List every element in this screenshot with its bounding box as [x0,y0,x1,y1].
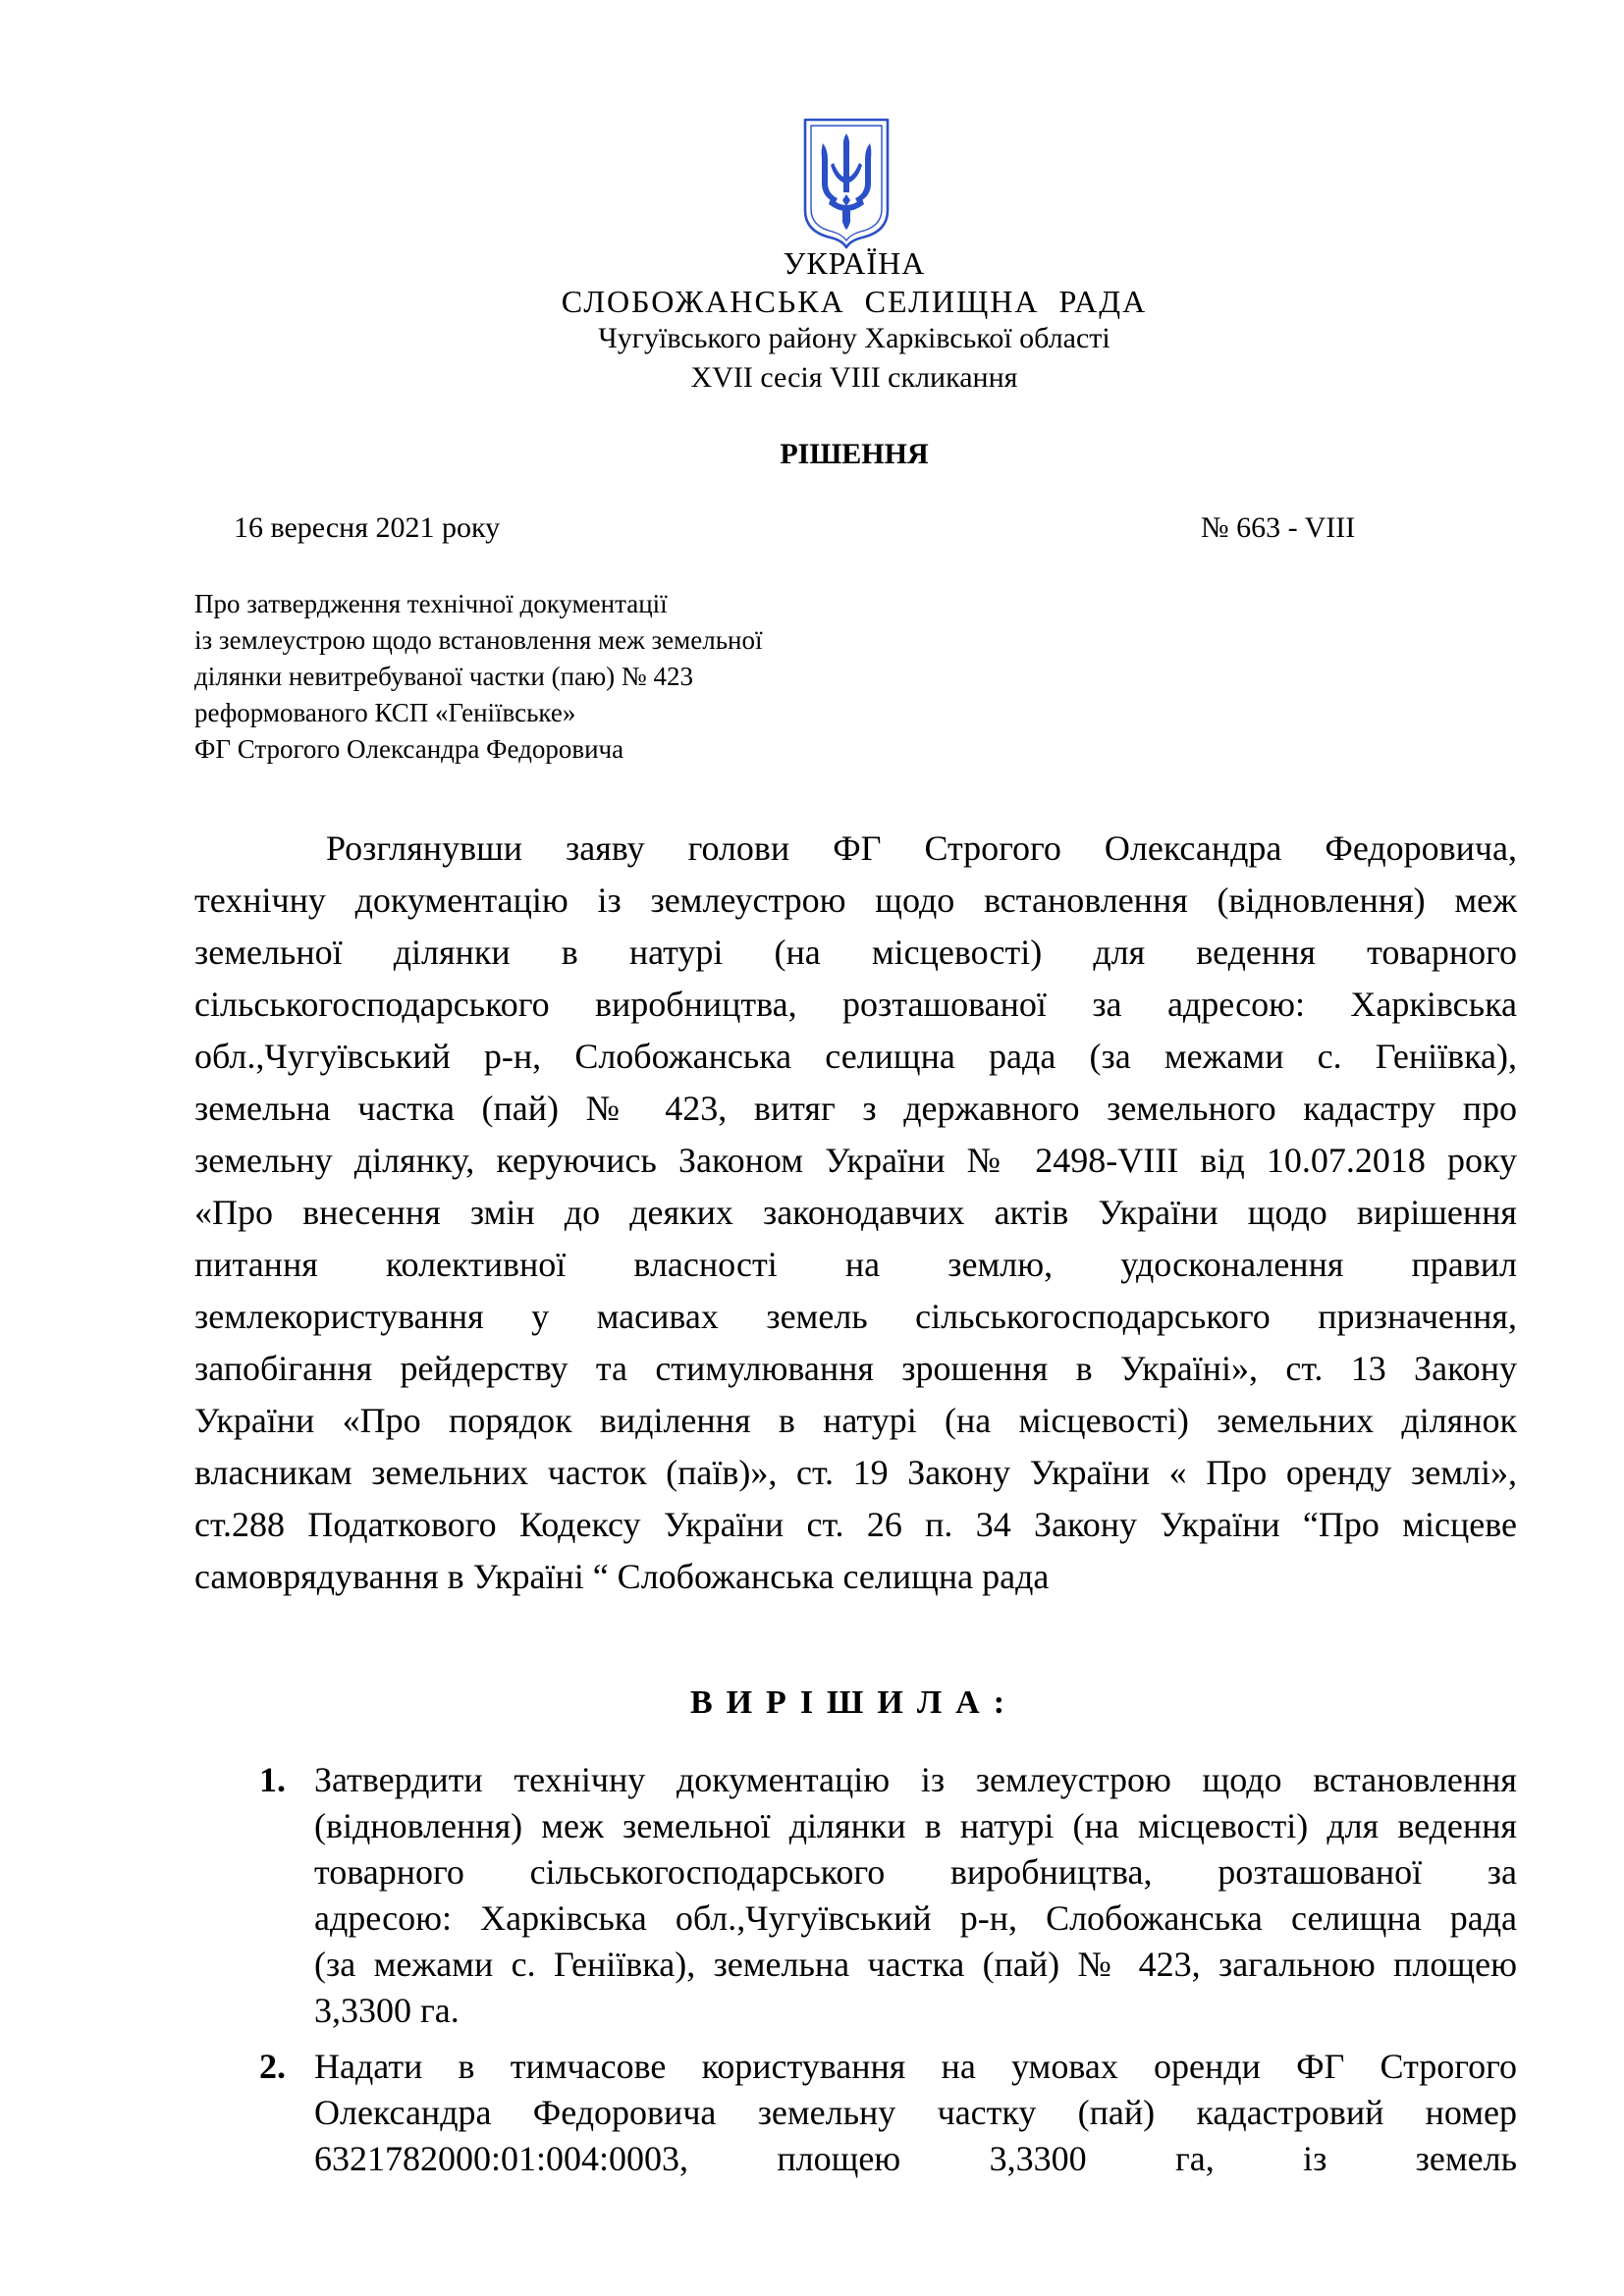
item-line: товарного сільськогосподарського виробництва, розташованої за [314,1852,1517,1892]
document-number: № 663 - VIII [1201,511,1356,544]
trident-coat-of-arms-icon [801,116,892,249]
resolved-heading: ВИРІШИЛА: [689,1684,1019,1721]
preamble-line: запобігання рейдерству та стимулювання зрошення в Україні», ст. 13 Закону [194,1349,1517,1388]
preamble-line: земельна частка (пай) № 423, витяг з державного земельного кадастру про [194,1089,1517,1128]
subject-line: реформованого КСП «Геніївське» [194,698,576,727]
country-name: УКРАЇНА [783,245,926,281]
decision-subject [194,586,762,768]
preamble-line: Розглянувши заяву голови ФГ Строгого Олександра Федоровича, [326,828,1517,868]
item-number: 2. [259,2047,286,2086]
subject-line: із землеустрою щодо встановлення меж земельної [194,625,763,655]
council-region: Чугуївського району Харківської області [598,322,1110,354]
preamble-line: технічну документацію із землеустрою щодо встановлення (відновлення) меж [194,881,1517,920]
item-line: 6321782000:01:004:0003, площею 3,3300 га, із земель [314,2139,1517,2178]
item-line: адресою: Харківська обл.,Чугуївський р-н, Слобожанська селищна рада [314,1898,1517,1938]
item-line: (відновлення) меж земельної ділянки в натурі (на місцевості) для ведення [314,1806,1517,1845]
item-line: (за межами с. Геніївка), земельна частка (пай) № 423, загальною площею [314,1945,1517,1984]
subject-line: Про затвердження технічної документації [194,589,668,618]
resolution-item [259,2044,1517,2182]
document-title: РІШЕННЯ [780,438,929,470]
preamble-line: ст.288 Податкового Кодексу України ст. 26 п. 34 Закону України “Про місцеве [194,1505,1517,1544]
subject-line: ділянки невитребуваної частки (паю) № 423 [194,662,693,691]
preamble-line: «Про внесення змін до деяких законодавчих актів України щодо вирішення [194,1193,1517,1232]
item-number: 1. [259,1760,286,1799]
preamble-line: власникам земельних часток (паїв)», ст. 19 Закону України « Про оренду землі», [194,1453,1517,1492]
preamble-line: питання колективної власності на землю, удосконалення правил [194,1245,1517,1284]
session-info: XVII сесія VIII скликання [690,361,1018,394]
resolution-list [259,1757,1517,2192]
preamble-line: земельну ділянку, керуючись Законом України № 2498-VIII від 10.07.2018 року [194,1141,1517,1180]
preamble-line: самоврядування в Україні “ Слобожанська селищна рада [194,1557,1050,1596]
item-line: 3,3300 га. [314,1991,460,2030]
council-name: СЛОБОЖАНСЬКА СЕЛИЩНА РАДА [561,284,1148,319]
item-line: Надати в тимчасове користування на умовах оренди ФГ Строгого [314,2047,1517,2086]
preamble-line: сільськогосподарського виробництва, розташованої за адресою: Харківська [194,985,1517,1024]
resolution-item [259,1757,1517,2034]
preamble-line: земельної ділянки в натурі (на місцевості) для ведення товарного [194,933,1517,972]
preamble-line: обл.,Чугуївський р-н, Слобожанська селищна рада (за межами с. Геніївка), [194,1037,1517,1076]
item-line: Затвердити технічну документацію із землеустрою щодо встановлення [314,1760,1517,1799]
subject-line: ФГ Строгого Олександра Федоровича [194,734,624,764]
preamble-line: України «Про порядок виділення в натурі (на місцевості) земельних ділянок [194,1401,1517,1440]
preamble-paragraph [194,823,1517,1603]
preamble-line: землекористування у масивах земель сільськогосподарського призначення, [194,1297,1517,1336]
document-date: 16 вересня 2021 року [234,511,501,544]
item-line: Олександра Федоровича земельну частку (пай) кадастровий номер [314,2093,1517,2132]
